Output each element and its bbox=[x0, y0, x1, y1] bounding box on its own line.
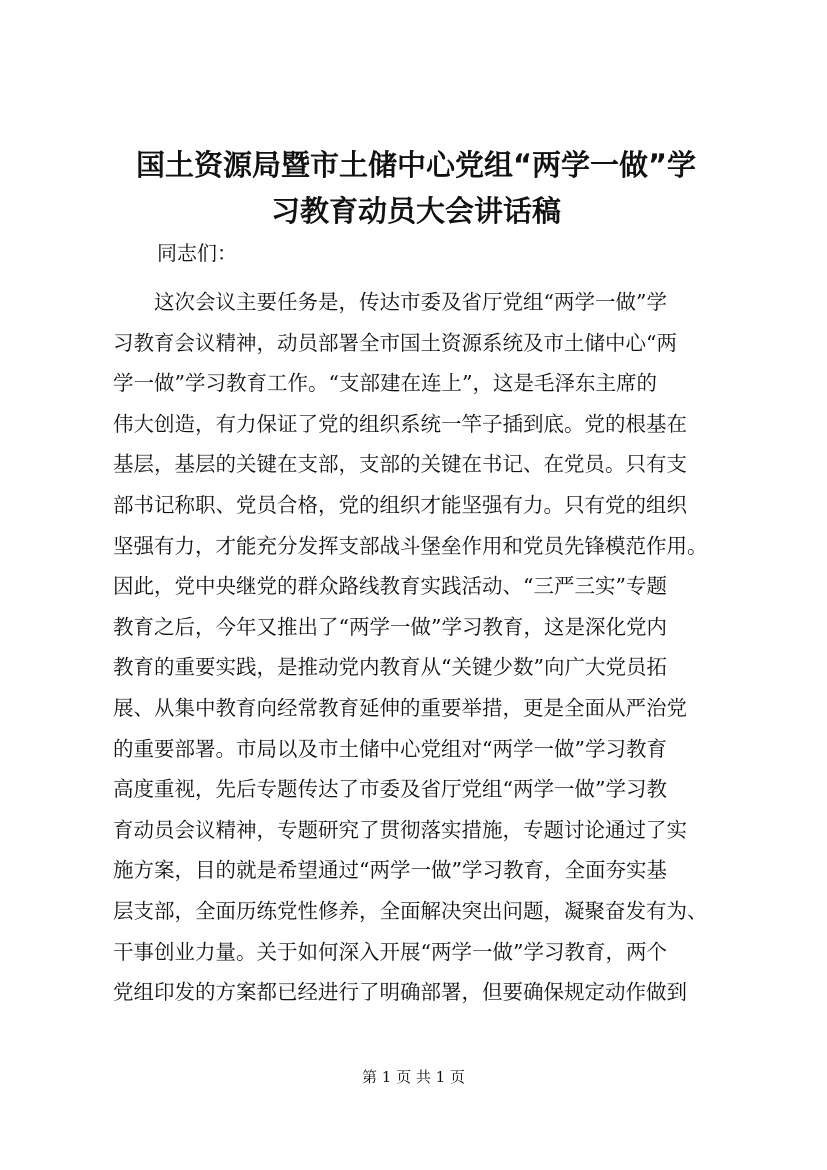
body-line: 展、从集中教育向经常教育延伸的重要举措，更是全面从严治党 bbox=[113, 695, 687, 720]
body-line: 施方案，目的就是希望通过“两学一做”学习教育，全面夯实基 bbox=[113, 858, 667, 883]
body-line: 层支部，全面历练党性修养，全面解决突出问题，凝聚奋发有为、 bbox=[113, 898, 708, 923]
title-line-2: 习教育动员大会讲话稿 bbox=[270, 194, 561, 228]
body-line: 的重要部署。市局以及市土储中心党组对“两学一做”学习教育 bbox=[113, 736, 667, 761]
body-line: 基层，基层的关键在支部，支部的关键在书记、在党员。只有支 bbox=[113, 452, 687, 477]
body-line: 党组印发的方案都已经进行了明确部署，但要确保规定动作做到 bbox=[113, 980, 687, 1005]
body-line: 教育之后，今年又推出了“两学一做”学习教育，这是深化党内 bbox=[113, 614, 667, 639]
body-line: 伟大创造，有力保证了党的组织系统一竿子插到底。党的根基在 bbox=[113, 411, 687, 436]
body-line: 坚强有力，才能充分发挥支部战斗堡垒作用和党员先锋模范作用。 bbox=[113, 533, 708, 558]
body-line: 干事创业力量。关于如何深入开展“两学一做”学习教育，两个 bbox=[113, 939, 667, 964]
greeting: 同志们： bbox=[157, 241, 237, 265]
body-line: 习教育会议精神，动员部署全市国土资源系统及市土储中心“两 bbox=[113, 330, 677, 355]
body-line: 高度重视，先后专题传达了市委及省厅党组“两学一做”学习教 bbox=[113, 777, 667, 802]
body-line: 教育的重要实践，是推动党内教育从“关键少数”向广大党员拓 bbox=[113, 655, 667, 680]
body-line: 学一做”学习教育工作。“支部建在连上”，这是毛泽东主席的 bbox=[113, 371, 657, 396]
body-line: 这次会议主要任务是，传达市委及省厅党组“两学一做”学 bbox=[113, 290, 667, 314]
title-line-1: 国土资源局暨市土储中心党组“两学一做”学 bbox=[135, 148, 697, 182]
body-paragraph bbox=[113, 282, 713, 1013]
body-line: 因此，党中央继党的群众路线教育实践活动、“三严三实”专题 bbox=[113, 574, 667, 599]
body-line: 育动员会议精神，专题研究了贯彻落实措施，专题讨论通过了实 bbox=[113, 817, 687, 842]
page-footer: 第 1 页 共 1 页 bbox=[362, 1068, 465, 1086]
body-line: 部书记称职、党员合格，党的组织才能坚强有力。只有党的组织 bbox=[113, 492, 687, 517]
document-title bbox=[96, 142, 736, 234]
